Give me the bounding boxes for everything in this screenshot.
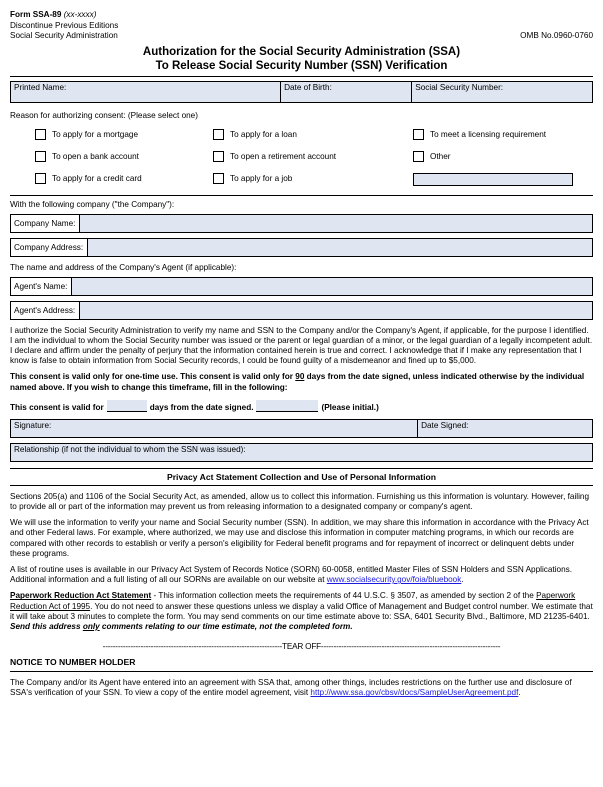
agent-name-label: Agent's Name: [11,278,72,295]
date-of-birth-label: Date of Birth: [284,82,332,92]
checkbox-option-retirement-account[interactable] [210,151,410,162]
notice-to-number-holder-title: NOTICE TO NUMBER HOLDER [10,657,136,668]
date-signed-field[interactable] [418,419,593,438]
checkbox-option-credit-card[interactable] [10,173,210,184]
consent-fill-prefix: This consent is valid for [10,402,104,412]
printed-name-label: Printed Name: [14,82,67,92]
checkbox-option-other[interactable] [410,151,580,162]
reason-checkbox-grid [10,129,593,185]
checkbox-option-licensing[interactable] [410,129,580,140]
privacy-paragraph-3-pre: A list of routine uses is available in our Privacy Act System of Records Notice (SORN) 60-0058, entitled Master Files of SSN Holders and SSN Applications. Additional information and a full listing of all our SORNs are available on our website at [10,564,572,585]
signature-field[interactable] [10,419,418,438]
agent-intro: The name and address of the Company's Agent (if applicable): [10,262,237,272]
consent-validity-statement [10,372,593,392]
signature-row [10,419,593,438]
pra-act-link[interactable]: Paperwork Reduction Act of 1995 [10,591,576,611]
reason-row-3 [10,173,593,185]
consent-days-input[interactable] [107,400,147,412]
privacy-paragraph-2: We will use the information to verify your name and Social Security number (SSN). In addition, we may share this information in accordance with the Privacy Act and other Federal laws. For example, where authorized, we may use and disclose this information in computer matching programs, in which our records are compared with other records to establish or verify a person's eligibility for Federal benefit programs and for repayment of incorrect or delinquent debts under these programs. [10,518,589,558]
checkbox-label: To meet a licensing requirement [430,129,547,139]
consent-days-default: 90 [295,372,305,382]
company-intro: With the following company ("the Company"): [10,199,175,209]
date-signed-label: Date Signed: [421,420,469,430]
discontinue-previous-editions: Discontinue Previous Editions [10,20,119,30]
privacy-paragraph-3-post: . [461,575,464,585]
pra-italic-only: only [82,621,100,631]
form-number-label: Form [10,10,31,19]
notice-body-post: . [518,688,521,698]
checkbox-label: To apply for a job [230,173,293,183]
consent-validity-part1: This consent is valid only for one-time use. This consent is valid only for [10,372,296,382]
checkbox-icon[interactable] [213,129,224,140]
notice-divider [10,671,593,672]
relationship-label: Relationship (if not the individual to whom the SSN was issued): [14,444,246,454]
identity-field-row [10,81,593,103]
ssn-field[interactable] [412,81,593,103]
form-header [10,10,593,42]
authorization-paragraph: I authorize the Social Security Administration to verify my name and SSN to the Company and/or the Company's Agent, if applicable, for the purpose I identified. I am the individual to whom the Social Security number was issued or the parent or legal guardian of a minor, or the legal guardian of a legally incompetent adult. I declare and affirm under the penalty of perjury that the information contained herein is true and correct. I acknowledge that if I make any representation that I know is false to obtain information from Social Security records, I could be found guilty of a misdemeanor and fined up to $5,000. [10,325,593,366]
consent-fill-suffix: (Please initial.) [321,402,379,412]
checkbox-icon[interactable] [35,173,46,184]
company-name-label: Company Name: [11,215,80,232]
company-address-label: Company Address: [11,239,88,256]
company-name-field[interactable] [10,214,593,233]
agent-address-label: Agent's Address: [11,302,80,319]
checkbox-option-job[interactable] [210,173,410,184]
consent-fill-line [10,400,593,412]
bluebook-link[interactable]: www.socialsecurity.gov/foia/bluebook [326,575,462,585]
checkbox-label: To apply for a mortgage [52,129,139,139]
checkbox-label: To apply for a loan [230,129,297,139]
pra-title: Paperwork Reduction Act Statement [10,591,152,601]
pra-text-2: . You do not need to answer these questions unless we display a valid Office of Management and Budget control number. We estimate that it will take about 3 minutes to complete the form. You may send comments on our time estimate above to: SSA, 6401 Security Blvd., Baltimore, MD 21235-6401. [10,601,593,621]
checkbox-option-bank-account[interactable] [10,151,210,162]
agency-name: Social Security Administration [10,31,118,40]
printed-name-field[interactable] [10,81,281,103]
privacy-paragraph-1: Sections 205(a) and 1106 of the Social Security Act, as amended, allow us to collect this information. Furnishing us this information is voluntary. However, failing to provide all or part of the information may prevent us from releasing information to a designated company or company's agent. [10,491,590,511]
checkbox-option-mortgage[interactable] [10,129,210,140]
date-of-birth-field[interactable] [281,81,412,103]
form-title [10,45,593,77]
reason-prompt: Reason for authorizing consent: (Please select one) [10,110,198,120]
agent-name-field[interactable] [10,277,593,296]
consent-fill-middle: days from the date signed. [149,402,254,412]
checkbox-option-loan[interactable] [210,129,410,140]
paperwork-reduction-act-paragraph [10,591,593,632]
sample-user-agreement-link[interactable]: http://www.ssa.gov/cbsv/docs/SampleUserAgreement.pdf [310,688,519,698]
checkbox-label: Other [430,151,451,161]
signature-label: Signature: [14,420,52,430]
omb-number: OMB No.0960-0760 [520,31,593,40]
reason-row-1 [10,129,593,141]
tear-off-divider: -----------------------------------------------------------------------TEAR OFF----------------------------------------------------------------------- [102,642,501,652]
form-title-line2: To Release Social Security Number (SSN) Verification [155,59,448,72]
checkbox-icon[interactable] [35,129,46,140]
checkbox-label: To apply for a credit card [52,173,142,183]
pra-italic-pre: Send this address [10,621,83,631]
form-number: SSA-89 [32,10,62,19]
form-number-revision: (xx-xxxx) [63,10,97,19]
other-reason-input[interactable] [413,173,573,186]
consent-initial-input[interactable] [256,400,318,412]
reason-row-2 [10,151,593,163]
form-title-line1: Authorization for the Social Security Administration (SSA) [142,45,461,58]
pra-italic-post: comments relating to our time estimate, not the completed form. [99,621,353,631]
consent-validity-part2: days from the date signed, unless indicated otherwise by the individual named above. If you wish to change this timeframe, fill in the following: [10,372,585,392]
checkbox-label: To open a bank account [52,151,139,161]
checkbox-icon[interactable] [35,151,46,162]
privacy-act-title: Privacy Act Statement Collection and Use of Personal Information [10,468,593,486]
checkbox-icon[interactable] [413,129,424,140]
form-number-line [10,10,593,21]
relationship-field[interactable] [10,443,593,462]
divider [10,195,593,196]
checkbox-icon[interactable] [213,151,224,162]
checkbox-icon[interactable] [213,173,224,184]
company-address-field[interactable] [10,238,593,257]
privacy-paragraph-3 [10,565,593,585]
other-reason-input-wrap [410,173,580,186]
checkbox-label: To open a retirement account [230,151,337,161]
pra-text-1: - This information collection meets the requirements of 44 U.S.C. § 3507, as amended by section 2 of the [151,591,537,601]
ssn-label: Social Security Number: [415,82,504,92]
notice-body-pre: The Company and/or its Agent have entered into an agreement with SSA that, among other things, includes restrictions on the further use and disclosure of SSA's verification of your SSN. To view a copy of the entire model agreement, visit [10,678,572,698]
notice-body [10,678,593,698]
agent-address-field[interactable] [10,301,593,320]
checkbox-icon[interactable] [413,151,424,162]
